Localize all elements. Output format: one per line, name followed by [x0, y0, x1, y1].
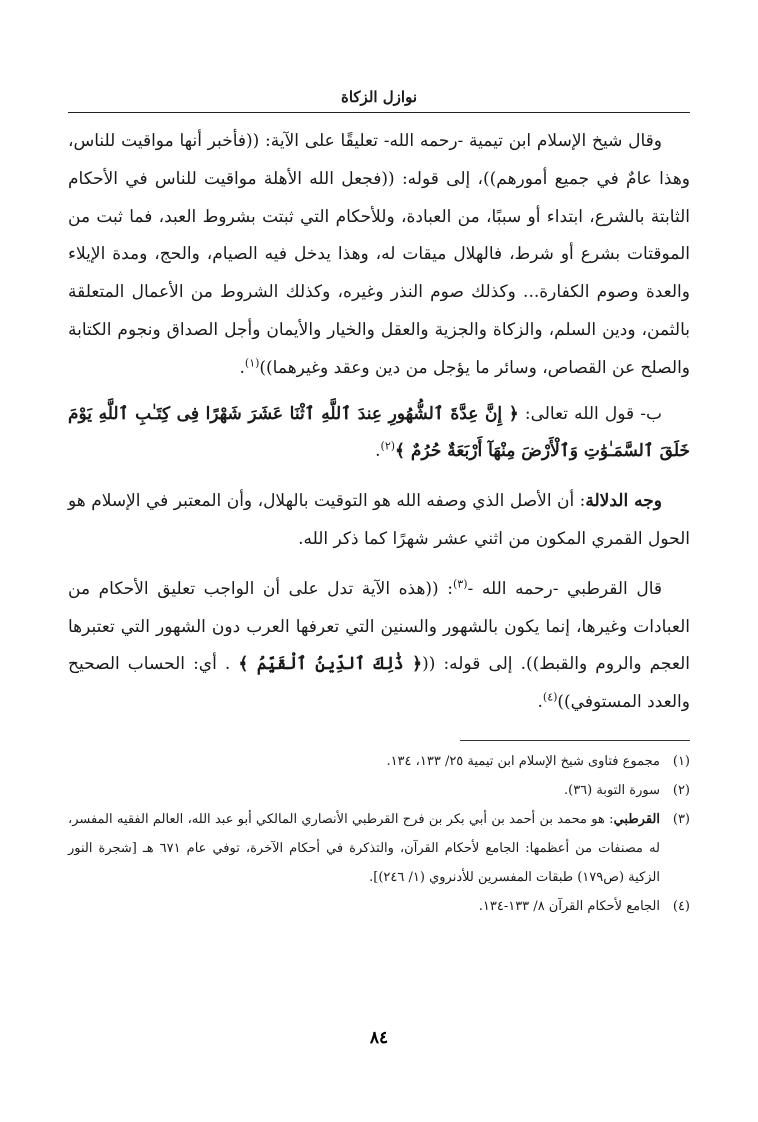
footnote-text — [68, 805, 660, 892]
footnote-number: (٣) — [672, 811, 690, 827]
quran-verse: ﴿ إِنَّ عِدَّةَ ٱلشُّهُورِ عِندَ ٱللَّهِ ٱثْنَا عَشَرَ شَهْرًا فِى كِتَـٰبِ ٱللَّهِ يَوْمَ خَلَقَ ٱلسَّمَـٰوَٰتِ وَٱلْأَرْضَ مِنْهَآ أَرْبَعَةٌ حُرُمٌ ﴾ — [68, 403, 690, 462]
header-rule — [68, 112, 690, 113]
paragraph-quran-verse — [68, 396, 690, 472]
footnote-item — [68, 747, 690, 776]
footnote-separator — [460, 740, 690, 741]
footnote-text — [68, 747, 660, 776]
paragraph-ibn-taymiyyah-quote — [68, 123, 690, 388]
footnote-ref-1[interactable]: (١) — [244, 356, 260, 370]
footnote-body: سورة التوبة (٣٦). — [563, 782, 660, 798]
footnote-number: (٢) — [672, 782, 690, 798]
footnote-lead: القرطبي — [613, 811, 660, 827]
paragraph-end: . — [375, 441, 381, 462]
paragraph-end: . — [239, 357, 245, 378]
footnote-body: الجامع لأحكام القرآن ٨/ ١٣٣-١٣٤. — [478, 898, 660, 914]
footnotes — [68, 747, 690, 921]
paragraph-end: . — [537, 692, 543, 713]
page-number: ٨٤ — [369, 1028, 389, 1048]
footnote-ref-2[interactable]: (٢) — [380, 439, 396, 453]
footnote-body: : هو محمد بن أحمد بن أبي بكر بن فرح القرطبي الأنصاري المالكي أبو عبد الله، العالم الفقيه المفسر، له مصنفات من أعظمها: الجامع لأحكام القرآن، والتذكرة في أحكام الآخرة، توفي عام ٦٧١ هـ [شجرة النور الزكية (ص١٧٩) طبقات المفسرين للأدنروي (١/ ٢٤٦)]. — [68, 811, 661, 885]
footnote-text — [68, 776, 660, 805]
footnote-ref-3[interactable]: (٣) — [453, 577, 468, 591]
footnote-number: (٤) — [672, 898, 690, 914]
footnote-number: (١) — [672, 753, 690, 769]
paragraph-text-c: . أي: الحساب الصحيح والعدد المستوفي)) — [68, 654, 690, 713]
evidence-heading: وجه الدلالة — [585, 491, 662, 512]
footnote-text — [68, 892, 660, 921]
running-head: نوازل الزكاة — [340, 88, 418, 106]
footnote-item — [68, 805, 690, 892]
paragraph-text-a: قال القرطبي -رحمه الله - — [467, 578, 663, 599]
paragraph-text: : أن الأصل الذي وصفه الله هو التوقيت بالهلال، وأن المعتبر في الإسلام هو الحول القمري المكون من اثني عشر شهرًا كما ذكر الله. — [68, 491, 690, 549]
quran-verse-inline: ﴿ ذَٰلِكَ ٱلدِّينُ ٱلْقَيِّمُ ﴾ — [238, 654, 423, 675]
page-body — [68, 86, 690, 921]
paragraph-evidence — [68, 483, 690, 559]
footnote-item — [68, 776, 690, 805]
paragraph-qurtubi-quote — [68, 571, 690, 722]
footnote-body: مجموع فتاوى شيخ الإسلام ابن تيمية ٢٥/ ١٣٣، ١٣٤. — [386, 753, 660, 769]
paragraph-text: وقال شيخ الإسلام ابن تيمية -رحمه الله- تعليقًا على الآية: ((فأخبر أنها مواقيت للناس، وهذا عامٌ في جميع أمورهم))، إلى قوله: ((فجعل الله الأهلة مواقيت للناس في الأحكام الثابتة بالشرع، ابتداء أو سببًا، من العبادة، وللأحكام التي ثبتت بشروط العبد، فما ثبت من الموقتات بشرع أو شرط، فالهلال ميقات له، وهذا يدخل فيه الصيام، والحج، ومدة الإيلاء والعدة وصوم الكفارة... وكذلك صوم النذر وغيره، وكذلك الشروط من الأعمال المتعلقة بالثمن، ودين السلم، والزكاة والجزية والعقل والخيار والأيمان وأجل الصداق ونجوم الكتابة والصلح عن القصاص، وسائر ما يؤجل من دين وعقد وغيرهما)) — [68, 131, 690, 378]
verse-intro: ب- قول الله تعالى: — [518, 403, 662, 424]
paragraph-text-b: : ((هذه الآية تدل على أن الواجب تعليق الأحكام من العبادات وغيرها، إنما يكون بالشهور والسنين التي تعرفها العرب دون الشهور التي تعتبرها العجم والروم والقبط)). إلى قوله: (( — [68, 578, 690, 675]
footnote-ref-4[interactable]: (٤) — [542, 690, 558, 704]
footnote-item — [68, 892, 690, 921]
